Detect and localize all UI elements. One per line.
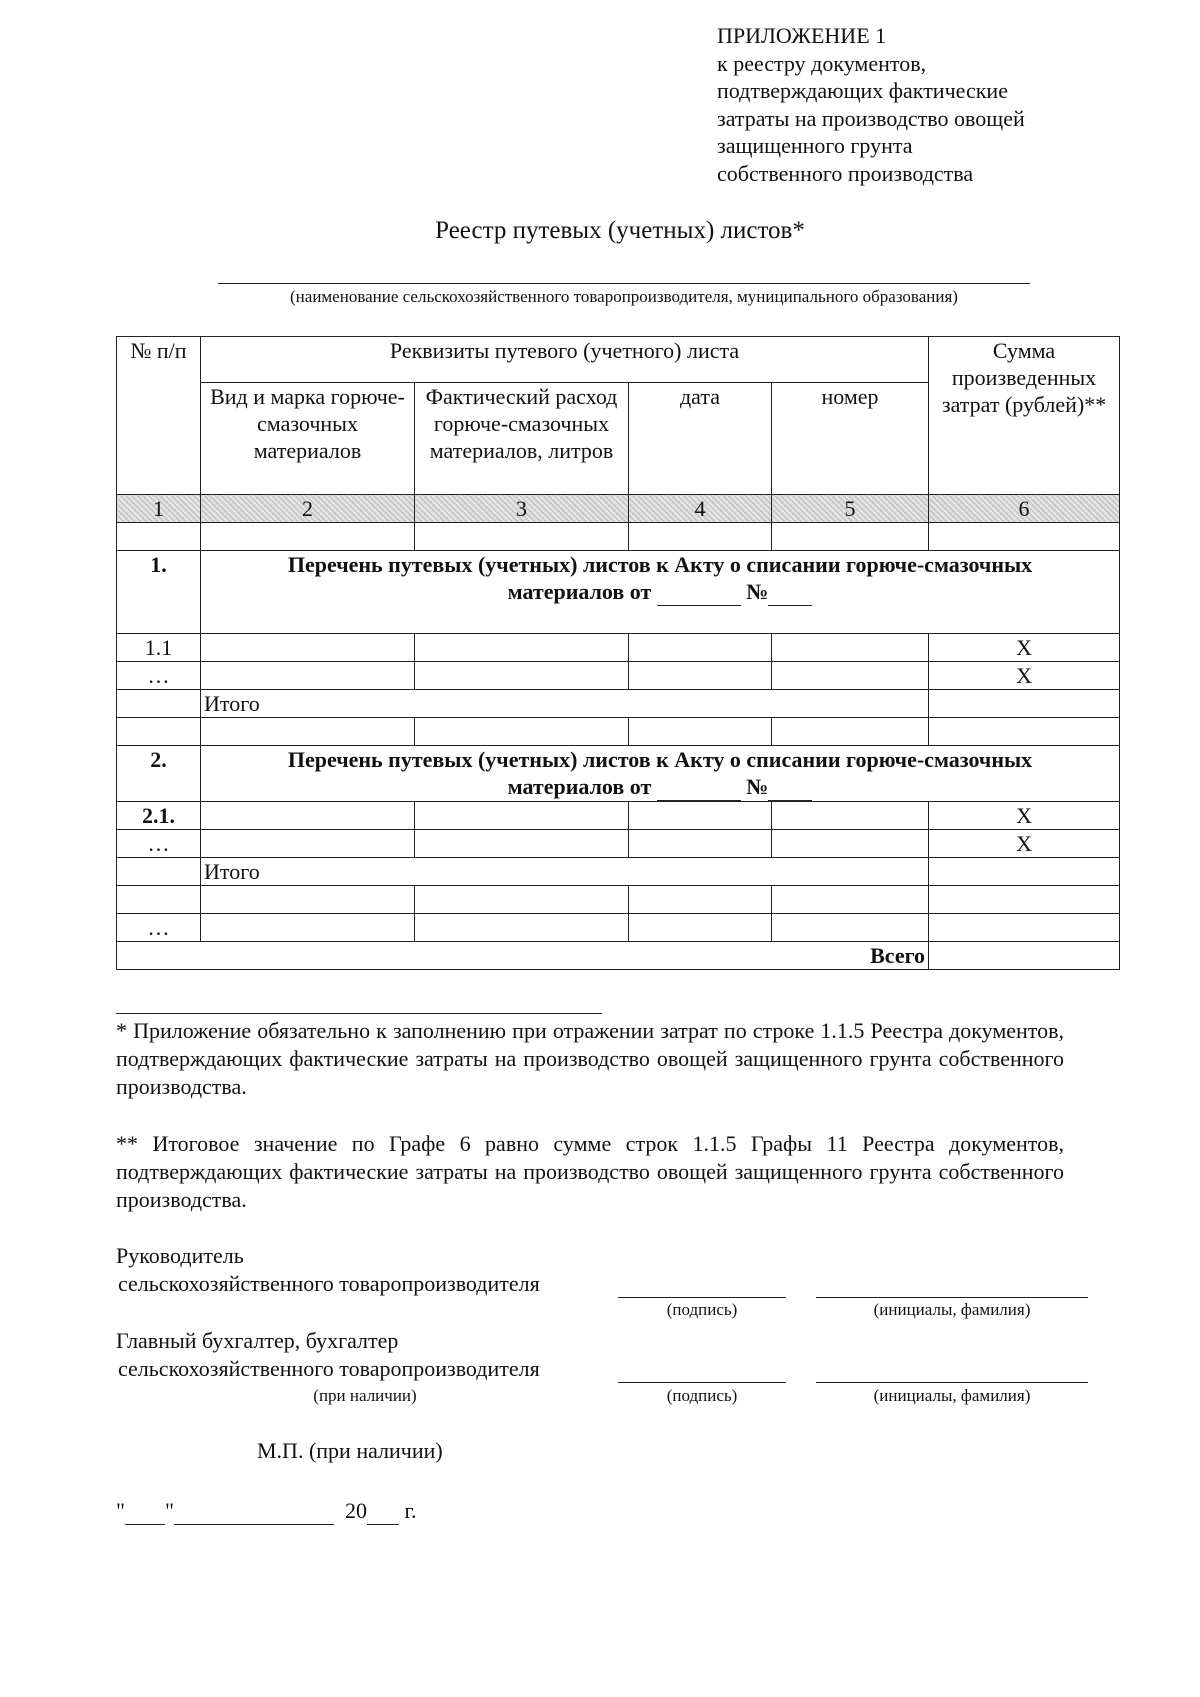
subtotal-value[interactable] (929, 858, 1120, 886)
accountant-name-field[interactable] (816, 1382, 1088, 1383)
grand-total-label: Всего (117, 942, 929, 970)
section-1-title (201, 551, 1120, 634)
act-number-field[interactable] (768, 578, 812, 606)
act-date-field[interactable] (657, 773, 741, 801)
row-num: 1.1 (117, 634, 201, 662)
header-fuel-type: Вид и марка горюче-смазочных материалов (201, 383, 415, 495)
accountant-role-line2: сельскохозяйственного товаропроизводителя (118, 1356, 540, 1381)
header-date: дата (629, 383, 772, 495)
row-ellipsis: … (117, 914, 201, 942)
appendix-line: собственного производства (717, 160, 974, 186)
head-name-field[interactable] (816, 1297, 1088, 1298)
section-1-title-a: Перечень путевых (учетных) листов к Акту о списании горюче-смазочных (287, 552, 1033, 577)
head-name-caption: (инициалы, фамилия) (873, 1300, 1031, 1319)
header-fuel-used: Фактический расход горюче-смазочных материалов, литров (415, 383, 629, 495)
head-role-line2: сельскохозяйственного товаропроизводителя (118, 1271, 540, 1296)
subtotal-label: Итого (201, 858, 929, 886)
section-1-row (117, 551, 1120, 634)
number-sign: № (746, 774, 769, 799)
document-title: Реестр путевых (учетных) листов* (435, 217, 805, 244)
row-num: 2.1. (117, 802, 201, 830)
row-ellipsis: … (117, 830, 201, 858)
footnote-separator (116, 1013, 602, 1014)
col-number: 6 (929, 495, 1120, 523)
accountant-signature-caption: (подпись) (666, 1386, 738, 1405)
quote-open: " (116, 1498, 125, 1523)
x-mark: Х (929, 662, 1120, 690)
section-2-title (201, 746, 1120, 802)
col-number: 1 (117, 495, 201, 523)
header-requisites: Реквизиты путевого (учетного) листа (201, 337, 929, 383)
empty-row (117, 718, 1120, 746)
accountant-if-any: (при наличии) (313, 1386, 417, 1405)
producer-name-caption: (наименование сельскохозяйственного товаропроизводителя, муниципального образования) (290, 287, 958, 306)
appendix-line: ПРИЛОЖЕНИЕ 1 (717, 23, 887, 48)
col-number: 4 (629, 495, 772, 523)
year-suffix: г. (404, 1498, 417, 1523)
date-line (116, 1498, 417, 1525)
year-field[interactable] (367, 1498, 399, 1525)
row-ellipsis: … (117, 662, 201, 690)
x-mark: Х (929, 802, 1120, 830)
section-2-title-a: Перечень путевых (учетных) листов к Акту о списании горюче-смазочных (287, 747, 1033, 772)
act-date-field[interactable] (657, 578, 741, 606)
subtotal-row (117, 858, 1120, 886)
stamp-place: М.П. (при наличии) (257, 1438, 443, 1463)
appendix-line: защищенного грунта (717, 133, 913, 158)
footnote-2: ** Итоговое значение по Графе 6 равно сумме строк 1.1.5 Графы 11 Реестра документов, подтверждающих фактические затраты на производство овощей защищенного грунта собственного производства. (116, 1131, 1064, 1212)
empty-row (117, 523, 1120, 551)
table-row (117, 830, 1120, 858)
accountant-role-line1: Главный бухгалтер, бухгалтер (116, 1328, 399, 1353)
day-field[interactable] (125, 1498, 165, 1525)
section-2-num: 2. (117, 746, 201, 802)
quote-close: " (164, 1498, 174, 1523)
header-number: номер (772, 383, 929, 495)
table-row (117, 802, 1120, 830)
section-1-num: 1. (117, 551, 201, 634)
header-num: № п/п (117, 337, 201, 495)
head-signature-field[interactable] (618, 1297, 786, 1298)
col-number: 2 (201, 495, 415, 523)
grand-total-row (117, 942, 1120, 970)
subtotal-value[interactable] (929, 690, 1120, 718)
producer-name-field[interactable] (218, 283, 1030, 284)
section-2-row (117, 746, 1120, 802)
head-signature-caption: (подпись) (666, 1300, 738, 1319)
act-number-field[interactable] (768, 773, 812, 801)
table-row (117, 662, 1120, 690)
appendix-header (717, 22, 1157, 187)
number-sign: № (746, 579, 769, 604)
column-numbers-row (117, 495, 1120, 523)
x-mark: Х (929, 830, 1120, 858)
year-prefix: 20 (344, 1498, 367, 1523)
grand-total-value[interactable] (929, 942, 1120, 970)
footnote-1: * Приложение обязательно к заполнению при отражении затрат по строке 1.1.5 Реестра документов, подтверждающих фактические затраты на производство овощей защищенного грунта собственного производства. (116, 1018, 1064, 1099)
accountant-signature-field[interactable] (618, 1382, 786, 1383)
subtotal-label: Итого (201, 690, 929, 718)
subtotal-row (117, 690, 1120, 718)
table-row (117, 634, 1120, 662)
month-field[interactable] (174, 1498, 334, 1525)
header-sum: Сумма произведенных затрат (рублей)** (929, 337, 1120, 495)
col-number: 5 (772, 495, 929, 523)
section-2-title-b: материалов от (507, 774, 652, 799)
empty-row (117, 886, 1120, 914)
appendix-line: подтверждающих фактические (717, 78, 1008, 103)
section-1-title-b: материалов от (507, 579, 652, 604)
accountant-name-caption: (инициалы, фамилия) (873, 1386, 1031, 1405)
register-table (116, 336, 1120, 970)
appendix-line: к реестру документов, (717, 50, 927, 76)
head-role-line1: Руководитель (116, 1243, 244, 1268)
appendix-line: затраты на производство овощей (717, 105, 1025, 131)
x-mark: Х (929, 634, 1120, 662)
col-number: 3 (415, 495, 629, 523)
table-row (117, 914, 1120, 942)
header-row (117, 337, 1120, 383)
